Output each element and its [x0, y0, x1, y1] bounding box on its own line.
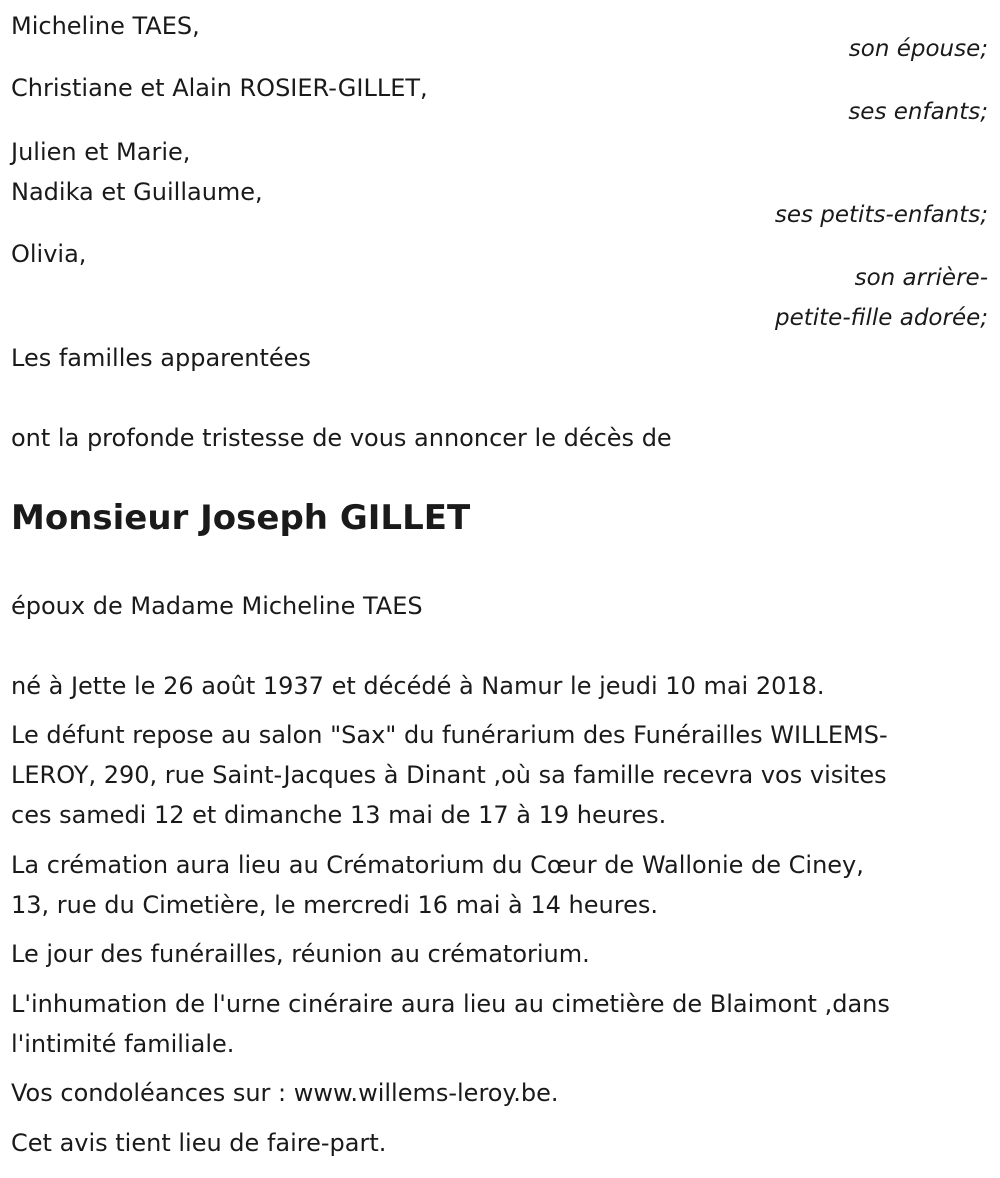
spouse-line: époux de Madame Micheline TAES: [11, 592, 423, 620]
repose-line-3: ces samedi 12 et dimanche 13 mai de 17 à 19 heures.: [11, 801, 667, 829]
cremation-line-1: La crémation aura lieu au Crématorium du Cœur de Wallonie de Ciney,: [11, 851, 864, 879]
notice-line: Cet avis tient lieu de faire-part.: [11, 1129, 387, 1157]
repose-line-1: Le défunt repose au salon "Sax" du funérarium des Funérailles WILLEMS-: [11, 721, 888, 749]
family-line-great-grandchild: Olivia,: [11, 240, 87, 268]
condolences-line: Vos condoléances sur : www.willems-leroy.be.: [11, 1079, 559, 1107]
urn-line-2: l'intimité familiale.: [11, 1030, 235, 1058]
funeral-day-line: Le jour des funérailles, réunion au crématorium.: [11, 940, 590, 968]
cremation-line-2: 13, rue du Cimetière, le mercredi 16 mai à 14 heures.: [11, 891, 658, 919]
repose-line-2: LEROY, 290, rue Saint-Jacques à Dinant ,où sa famille recevra vos visites: [11, 761, 887, 789]
role-great-grandchild-1: son arrière-: [854, 265, 988, 291]
family-line-grandchildren-1: Julien et Marie,: [11, 138, 191, 166]
role-children: ses enfants;: [848, 99, 988, 125]
announcement-text: ont la profonde tristesse de vous annoncer le décès de: [11, 424, 672, 452]
birth-death-line: né à Jette le 26 août 1937 et décédé à Namur le jeudi 10 mai 2018.: [11, 672, 825, 700]
role-spouse: son épouse;: [848, 36, 988, 62]
family-line-spouse: Micheline TAES,: [11, 12, 200, 40]
deceased-name: Monsieur Joseph GILLET: [11, 498, 471, 538]
role-great-grandchild-2: petite-fille adorée;: [775, 305, 988, 331]
family-line-children: Christiane et Alain ROSIER-GILLET,: [11, 74, 428, 102]
family-line-grandchildren-2: Nadika et Guillaume,: [11, 178, 263, 206]
family-line-relatives: Les familles apparentées: [11, 344, 311, 372]
role-grandchildren: ses petits-enfants;: [774, 202, 988, 228]
urn-line-1: L'inhumation de l'urne cinéraire aura lieu au cimetière de Blaimont ,dans: [11, 990, 890, 1018]
